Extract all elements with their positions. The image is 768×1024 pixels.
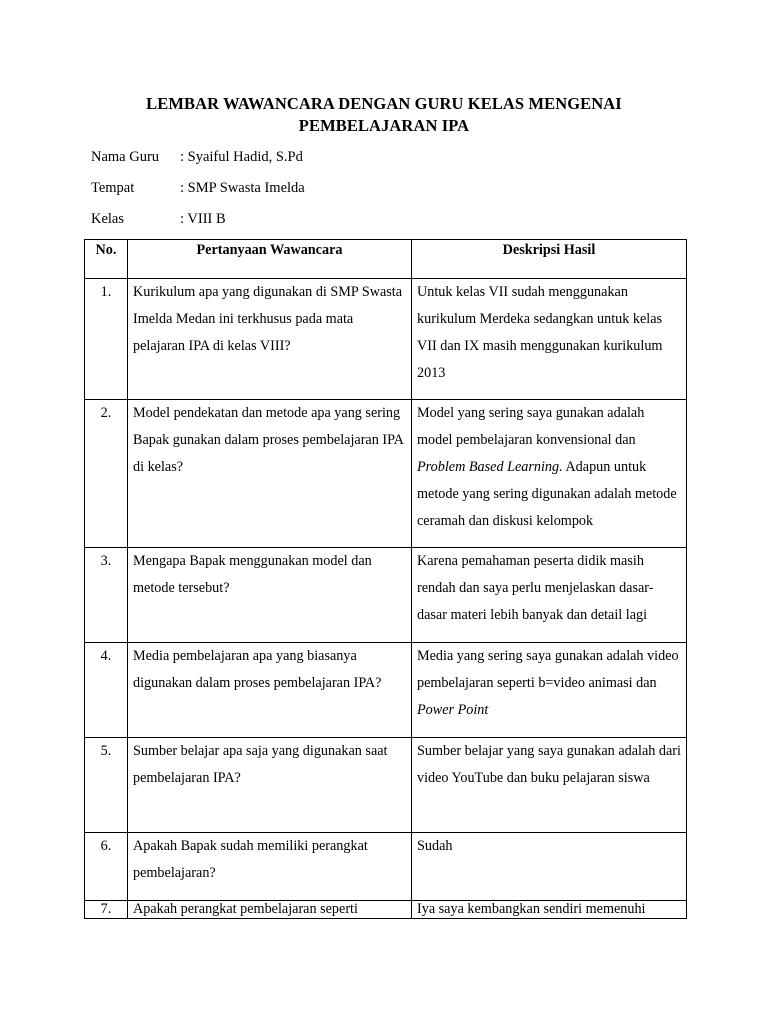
- row-question: Mengapa Bapak menggunakan model dan metode tersebut?: [128, 548, 412, 643]
- meta-label: Nama Guru: [91, 149, 160, 165]
- meta-teacher-name: [91, 148, 303, 166]
- interview-table: [84, 239, 687, 919]
- row-question: Apakah Bapak sudah memiliki perangkat pembelajaran?: [128, 833, 412, 901]
- title-line-2: PEMBELAJARAN IPA: [298, 116, 470, 135]
- header-description: Deskripsi Hasil: [412, 240, 687, 279]
- row-question: Model pendekatan dan metode apa yang sering Bapak gunakan dalam proses pembelajaran IPA di kelas?: [128, 400, 412, 548]
- row-question: Apakah perangkat pembelajaran seperti: [128, 901, 412, 919]
- answer-emphasis: Problem Based Learning.: [417, 459, 563, 475]
- meta-label: Kelas: [91, 211, 125, 227]
- table-row: [85, 400, 687, 548]
- document-title: [0, 93, 768, 137]
- row-answer: Sudah: [412, 833, 687, 901]
- answer-text: Media yang sering saya gunakan adalah video pembelajaran seperti b=video animasi dan: [417, 648, 679, 691]
- meta-value: : SMP Swasta Imelda: [180, 180, 305, 196]
- row-number: 2.: [85, 400, 128, 548]
- header-question: Pertanyaan Wawancara: [128, 240, 412, 279]
- table-row: [85, 833, 687, 901]
- table-row: [85, 643, 687, 738]
- answer-emphasis: Power Point: [417, 702, 489, 718]
- meta-class: [91, 210, 226, 228]
- row-question: Kurikulum apa yang digunakan di SMP Swasta Imelda Medan ini terkhusus pada mata pelajaran IPA di kelas VIII?: [128, 279, 412, 400]
- answer-text: Adapun untuk metode yang sering digunakan adalah metode ceramah dan diskusi kelompok: [417, 459, 677, 529]
- row-answer: [412, 400, 687, 548]
- row-question: Sumber belajar apa saja yang digunakan saat pembelajaran IPA?: [128, 738, 412, 833]
- row-number: 3.: [85, 548, 128, 643]
- table-row: [85, 279, 687, 400]
- row-answer: Sumber belajar yang saya gunakan adalah dari video YouTube dan buku pelajaran siswa: [412, 738, 687, 833]
- row-question: Media pembelajaran apa yang biasanya digunakan dalam proses pembelajaran IPA?: [128, 643, 412, 738]
- row-answer: Iya saya kembangkan sendiri memenuhi: [412, 901, 687, 919]
- row-number: 5.: [85, 738, 128, 833]
- table-header-row: [85, 240, 687, 279]
- table-row: [85, 901, 687, 919]
- meta-value: : VIII B: [180, 211, 226, 227]
- row-number: 6.: [85, 833, 128, 901]
- row-answer: Untuk kelas VII sudah menggunakan kurikulum Merdeka sedangkan untuk kelas VII dan IX masih menggunakan kurikulum 2013: [412, 279, 687, 400]
- row-number: 7.: [85, 901, 128, 919]
- header-no: No.: [85, 240, 128, 279]
- table-row: [85, 738, 687, 833]
- row-answer: Karena pemahaman peserta didik masih rendah dan saya perlu menjelaskan dasar-dasar materi lebih banyak dan detail lagi: [412, 548, 687, 643]
- title-line-1: LEMBAR WAWANCARA DENGAN GURU KELAS MENGENAI: [146, 94, 622, 113]
- meta-value: : Syaiful Hadid, S.Pd: [180, 149, 303, 165]
- table-row: [85, 548, 687, 643]
- row-number: 4.: [85, 643, 128, 738]
- answer-text: Model yang sering saya gunakan adalah model pembelajaran konvensional dan: [417, 405, 645, 448]
- row-answer: [412, 643, 687, 738]
- meta-label: Tempat: [91, 180, 135, 196]
- meta-place: [91, 179, 305, 197]
- row-number: 1.: [85, 279, 128, 400]
